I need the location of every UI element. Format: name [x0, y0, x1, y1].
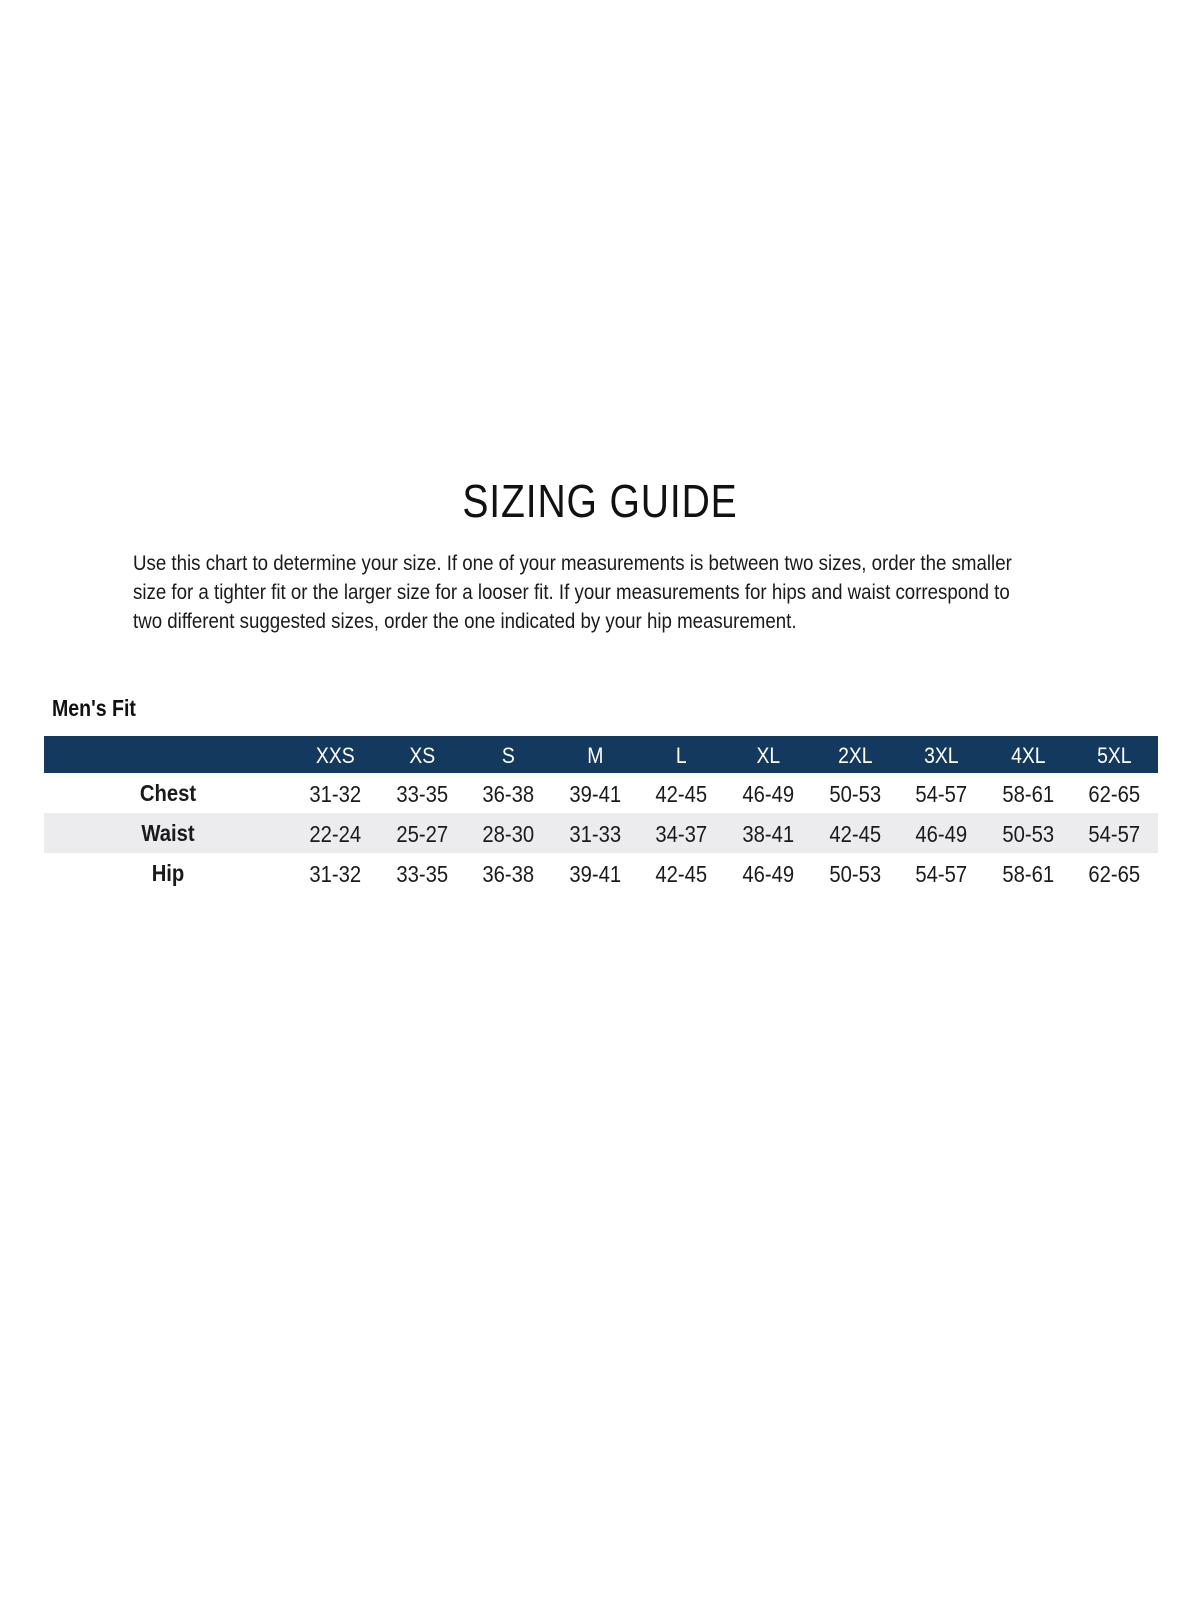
chest-value-l: 42-45: [655, 780, 708, 807]
mens-fit-size-table: [44, 736, 1158, 893]
waist-value-s: 28-30: [482, 820, 535, 847]
chest-value-xs: 33-35: [395, 780, 448, 807]
chest-value-m: 39-41: [569, 780, 621, 807]
table-row-hip: [44, 853, 1158, 893]
intro-line-3: two different suggested sizes, order the one indicated by your hip measurement.: [133, 610, 797, 633]
waist-value-l: 34-37: [655, 820, 708, 847]
waist-value-2xl: 42-45: [828, 820, 881, 847]
waist-value-3xl: 46-49: [915, 820, 968, 847]
waist-value-5xl: 54-57: [1088, 820, 1141, 847]
chest-value-2xl: 50-53: [828, 780, 881, 807]
column-header-s: S: [502, 742, 515, 768]
column-header-xl: XL: [756, 742, 781, 768]
chest-value-s: 36-38: [482, 780, 535, 807]
waist-value-xl: 38-41: [742, 820, 795, 847]
column-header-2xl: 2XL: [837, 742, 873, 768]
table-row-waist: [44, 813, 1158, 853]
hip-value-s: 36-38: [482, 860, 535, 887]
section-heading-mens-fit: Men's Fit: [52, 695, 136, 721]
column-header-3xl: 3XL: [924, 742, 959, 768]
row-label-hip: Hip: [151, 859, 185, 886]
waist-value-xs: 25-27: [395, 820, 448, 847]
hip-value-4xl: 58-61: [1002, 860, 1054, 887]
page-title: SIZING GUIDE: [462, 475, 738, 527]
intro-paragraph: [133, 549, 1012, 636]
hip-value-xxs: 31-32: [309, 860, 362, 887]
hip-value-xs: 33-35: [395, 860, 448, 887]
column-header-4xl: 4XL: [1010, 742, 1046, 768]
chest-value-xl: 46-49: [742, 780, 795, 807]
hip-value-l: 42-45: [655, 860, 708, 887]
column-header-xxs: XXS: [315, 742, 355, 768]
chest-value-5xl: 62-65: [1088, 780, 1141, 807]
table-row-chest: [44, 773, 1158, 813]
hip-value-m: 39-41: [569, 860, 621, 887]
row-label-waist: Waist: [141, 819, 195, 846]
chest-value-3xl: 54-57: [915, 780, 968, 807]
waist-value-m: 31-33: [569, 820, 621, 847]
waist-value-4xl: 50-53: [1002, 820, 1054, 847]
column-header-m: M: [587, 742, 604, 768]
hip-value-3xl: 54-57: [915, 860, 968, 887]
column-header-5xl: 5XL: [1097, 742, 1132, 768]
chest-value-xxs: 31-32: [309, 780, 362, 807]
intro-line-1: Use this chart to determine your size. If one of your measurements is between two sizes, order the smaller: [133, 552, 1012, 575]
chest-value-4xl: 58-61: [1002, 780, 1054, 807]
size-table-header-row: [44, 736, 1158, 773]
column-header-l: L: [676, 742, 688, 768]
hip-value-xl: 46-49: [742, 860, 795, 887]
intro-line-2: size for a tighter fit or the larger size for a looser fit. If your measurements for hips and waist correspond to: [133, 581, 1010, 604]
waist-value-xxs: 22-24: [309, 820, 362, 847]
hip-value-2xl: 50-53: [828, 860, 881, 887]
column-header-xs: XS: [408, 742, 435, 768]
row-label-chest: Chest: [139, 779, 197, 806]
hip-value-5xl: 62-65: [1088, 860, 1141, 887]
